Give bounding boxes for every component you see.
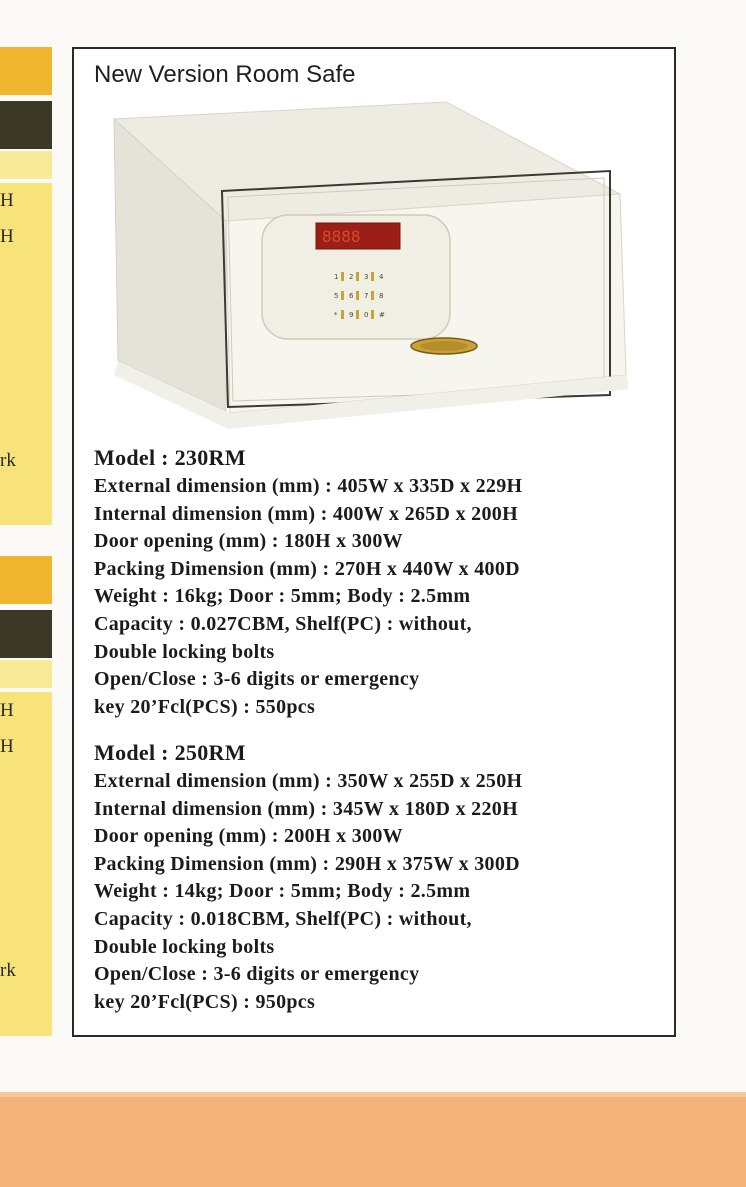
spec-line: Open/Close : 3-6 digits or emergency	[94, 668, 420, 691]
product-title: New Version Room Safe	[94, 61, 356, 88]
left-orange-tab-lower	[0, 556, 52, 604]
spec-line: External dimension (mm) : 350W x 255D x 250H	[94, 770, 523, 792]
left-strip-text: H	[0, 226, 14, 247]
left-dark-tab-lower	[0, 610, 52, 658]
left-strip-text: H	[0, 190, 14, 211]
spec-block-250rm	[94, 738, 654, 1016]
spec-line: Internal dimension (mm) : 345W x 180D x 220H	[94, 797, 518, 820]
spec-line: External dimension (mm) : 405W x 335D x 229H	[94, 475, 523, 497]
keypad-key: #	[379, 311, 385, 319]
svg-text:8888: 8888	[322, 227, 361, 246]
spec-line: Door opening (mm) : 180H x 300W	[94, 530, 403, 553]
left-pale-bar-upper	[0, 151, 52, 179]
spec-line: Packing Dimension (mm) : 290H x 375W x 300D	[94, 852, 520, 875]
spec-line: key 20’Fcl(PCS) : 550pcs	[94, 695, 316, 718]
spec-line: Weight : 16kg; Door : 5mm; Body : 2.5mm	[94, 585, 471, 608]
model-heading: Model : 250RM	[94, 740, 246, 765]
keypad-key: 5	[334, 292, 339, 300]
left-orange-tab-upper	[0, 47, 52, 95]
spec-line: key 20’Fcl(PCS) : 950pcs	[94, 990, 316, 1013]
left-strip-text: rk	[0, 960, 16, 981]
left-strip-text: H	[0, 736, 14, 757]
keypad-key: 9	[349, 311, 354, 319]
left-strip-text: H	[0, 700, 14, 721]
keypad-key: 7	[364, 292, 369, 300]
model-heading: Model : 230RM	[94, 445, 246, 470]
product-card	[72, 47, 676, 1037]
keypad-key: 1	[334, 273, 339, 281]
spec-line: Weight : 14kg; Door : 5mm; Body : 2.5mm	[94, 880, 471, 903]
left-strip-text: rk	[0, 450, 16, 471]
room-safe-image	[108, 99, 628, 429]
keypad-key: 6	[349, 292, 354, 300]
spec-line: Double locking bolts	[94, 935, 275, 958]
bottom-orange-band	[0, 1097, 746, 1187]
spec-line: Open/Close : 3-6 digits or emergency	[94, 963, 420, 986]
keypad-key: 4	[379, 273, 384, 281]
spec-line: Packing Dimension (mm) : 270H x 440W x 400D	[94, 557, 520, 580]
spec-line: Double locking bolts	[94, 640, 275, 663]
left-dark-tab-upper	[0, 101, 52, 149]
keypad-key: 8	[379, 292, 384, 300]
spec-line: Capacity : 0.018CBM, Shelf(PC) : without,	[94, 907, 472, 930]
spec-block-230rm	[94, 443, 654, 721]
spec-line: Internal dimension (mm) : 400W x 265D x 200H	[94, 502, 518, 525]
keypad-key: 2	[349, 273, 354, 281]
spec-line: Door opening (mm) : 200H x 300W	[94, 825, 403, 848]
keypad-key: *	[334, 311, 338, 319]
keypad-key: 3	[364, 273, 369, 281]
keypad-key: 0	[364, 311, 369, 319]
spec-line: Capacity : 0.027CBM, Shelf(PC) : without,	[94, 612, 472, 635]
left-pale-bar-lower	[0, 660, 52, 688]
